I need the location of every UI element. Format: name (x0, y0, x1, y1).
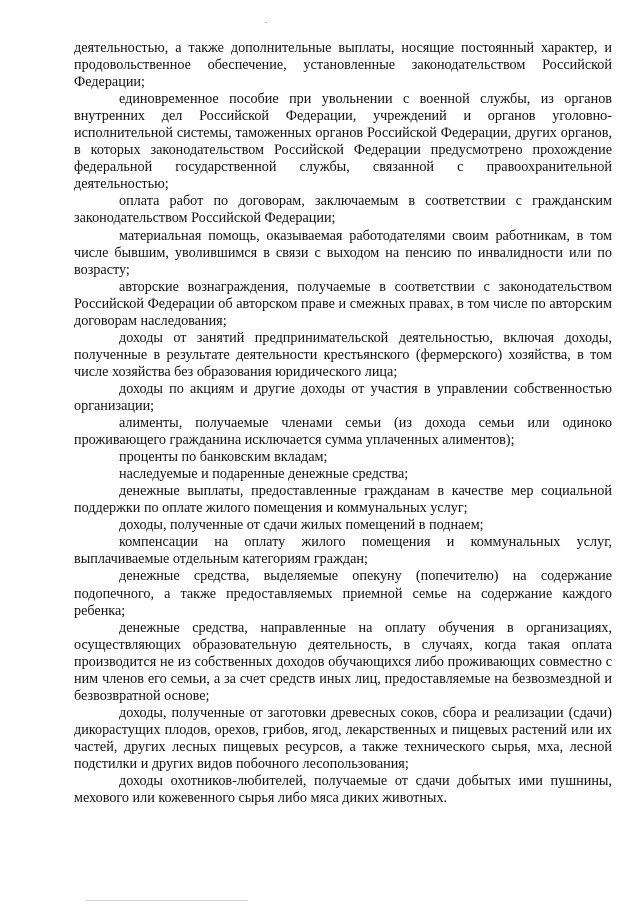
paragraph-bank-interest: проценты по банковским вкладам; (119, 449, 328, 466)
paragraph-sublease-income: доходы, полученные от сдачи жилых помещений в поднаем; (119, 517, 484, 534)
paragraph-business-income: доходы от занятий предпринимательской деятельностью, включая доходы, полученные в результате деятельности крестьянского (фермерского) хозяйства, в том числе хозяйства без образования юридического лица; (74, 329, 612, 380)
document-page (74, 40, 612, 807)
paragraph-social-support: денежные выплаты, предоставленные гражданам в качестве мер социальной поддержки по оплате жилого помещения и коммунальных услуг; (74, 483, 612, 517)
paragraph-alimony: алименты, получаемые членами семьи (из дохода семьи или одиноко проживающего гражданина исключается сумма уплаченных алиментов); (74, 415, 612, 449)
paragraph-contract-payment: оплата работ по договорам, заключаемым в соответствии с гражданским законодательством Российской Федерации; (74, 193, 612, 227)
paragraph-inherited-funds: наследуемые и подаренные денежные средства; (119, 466, 409, 483)
paragraph-education-funds: денежные средства, направленные на оплату обучения в организациях, осуществляющих образовательную деятельность, в случаях, когда такая оплата производится не из собственных доходов обучающихся либо проживающих совместно с ним членов его семьи, а за счет средств иных лиц, предоставляемые на безвозмездной и безвозвратной основе; (74, 619, 612, 704)
paragraph-forest-resources: доходы, полученные от заготовки древесных соков, сбора и реализации (сдачи) дикорастущих плодов, орехов, грибов, ягод, лекарственных и пищевых растений или их частей, других лесных пищевых ресурсов, а также технического сырья, мха, лесной подстилки и других видов побочного лесопользования; (74, 704, 612, 772)
paragraph-material-aid: материальная помощь, оказываемая работодателями своим работникам, в том числе бывшим, уволившимся в связи с выходом на пенсию по инвалидности или по возрасту; (74, 227, 612, 278)
scan-mark (265, 22, 267, 23)
paragraph-continuation: деятельностью, а также дополнительные выплаты, носящие постоянный характер, и продовольственное обеспечение, установленные законодательством Российской Федерации; (74, 40, 612, 91)
paragraph-severance-benefit: единовременное пособие при увольнении с военной службы, из органов внутренних дел Российской Федерации, учреждений и органов уголовно-исполнительной системы, таможенных органов Российской Федерации, других органов, в которых законодательством Российской Федерации предусмотрено прохождение федеральной государственной службы, связанной с правоохранительной деятельностью; (74, 91, 612, 193)
paragraph-hunter-income: доходы охотников-любителей, получаемые от сдачи добытых ими пушнины, мехового или кожевенного сырья либо мяса диких животных. (74, 773, 612, 807)
paragraph-share-income: доходы по акциям и другие доходы от участия в управлении собственностью организации; (74, 380, 612, 414)
footer-rule (86, 900, 248, 901)
paragraph-author-royalties: авторские вознаграждения, получаемые в соответствии с законодательством Российской Федерации об авторском праве и смежных правах, в том числе по авторским договорам наследования; (74, 278, 612, 329)
paragraph-housing-compensation: компенсации на оплату жилого помещения и коммунальных услуг, выплачиваемые отдельным категориям граждан; (74, 534, 612, 568)
paragraph-guardian-funds: денежные средства, выделяемые опекуну (попечителю) на содержание подопечного, а также предоставляемых приемной семье на содержание каждого ребенка; (74, 568, 612, 619)
